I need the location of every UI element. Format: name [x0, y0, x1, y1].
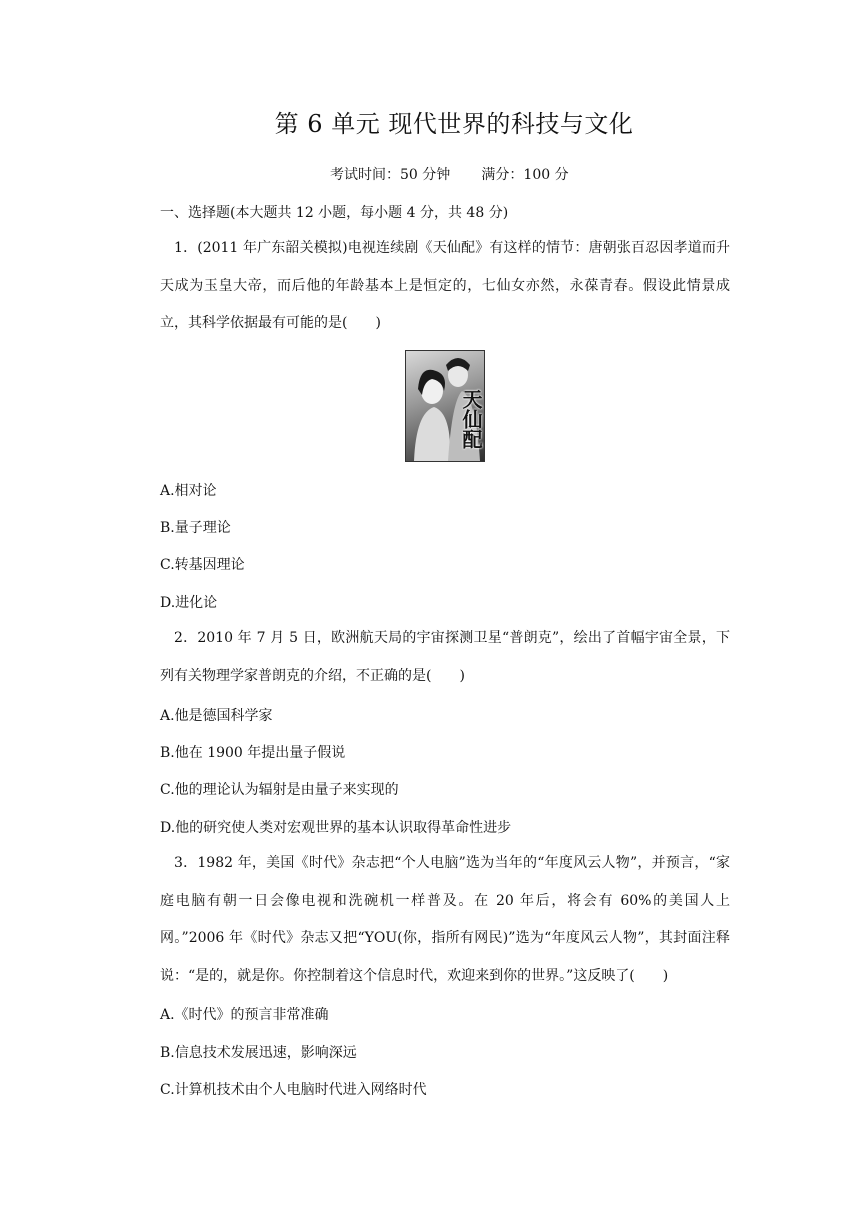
section-heading: 一、选择题(本大题共 12 小题，每小题 4 分，共 48 分) — [160, 205, 509, 221]
question-1-option-d: D.进化论 — [160, 595, 218, 611]
question-2-stem: 2．2010 年 7 月 5 日，欧洲航天局的宇宙探测卫星“普朗克”，绘出了首幅宇宙全景，下列有关物理学家普朗克的介绍，不正确的是( ) — [160, 630, 730, 684]
question-2-option-a: A.他是德国科学家 — [160, 708, 273, 724]
question-2-option-c: C.他的理论认为辐射是由量子来实现的 — [160, 782, 399, 798]
question-1-stem: 1．(2011 年广东韶关模拟)电视连续剧《天仙配》有这样的情节：唐朝张百忍因孝道而升天成为玉皇大帝，而后他的年龄基本上是恒定的，七仙女亦然，永葆青春。假设此情景成立，其科学依据最有可能的是( ) — [160, 240, 730, 331]
female-robe — [414, 407, 450, 461]
page-title: 第 6 单元 现代世界的科技与文化 — [274, 110, 634, 138]
question-3-option-c: C.计算机技术由个人电脑时代进入网络时代 — [160, 1082, 427, 1098]
exam-meta — [330, 164, 569, 184]
question-2-option-b: B.他在 1900 年提出量子假说 — [160, 745, 346, 761]
question-2-option-d: D.他的研究使人类对宏观世界的基本认识取得革命性进步 — [160, 820, 512, 836]
question-3-stem: 3．1982 年，美国《时代》杂志把“个人电脑”选为当年的“年度风云人物”，并预言，“家庭电脑有朝一日会像电视和洗碗机一样普及。在 20 年后，将会有 60%的美国人上网。”2006 年《时代》杂志又把“YOU(你，指所有网民)”选为“年度风云人物”，其封面注释说：“是的，就是你。你控制着这个信息时代，欢迎来到你的世界。”这反映了( ) — [160, 855, 730, 984]
question-1-option-b: B.量子理论 — [160, 520, 231, 536]
question-1-poster-image — [405, 350, 485, 462]
exam-time: 考试时间：50 分钟 — [330, 167, 451, 183]
question-1-option-a: A.相对论 — [160, 483, 217, 499]
poster-title: 天仙配 — [459, 389, 483, 449]
full-score: 满分：100 分 — [481, 167, 569, 183]
question-1-option-c: C.转基因理论 — [160, 557, 245, 573]
question-3-option-b: B.信息技术发展迅速，影响深远 — [160, 1045, 357, 1061]
question-3-option-a: A.《时代》的预言非常准确 — [160, 1007, 329, 1023]
